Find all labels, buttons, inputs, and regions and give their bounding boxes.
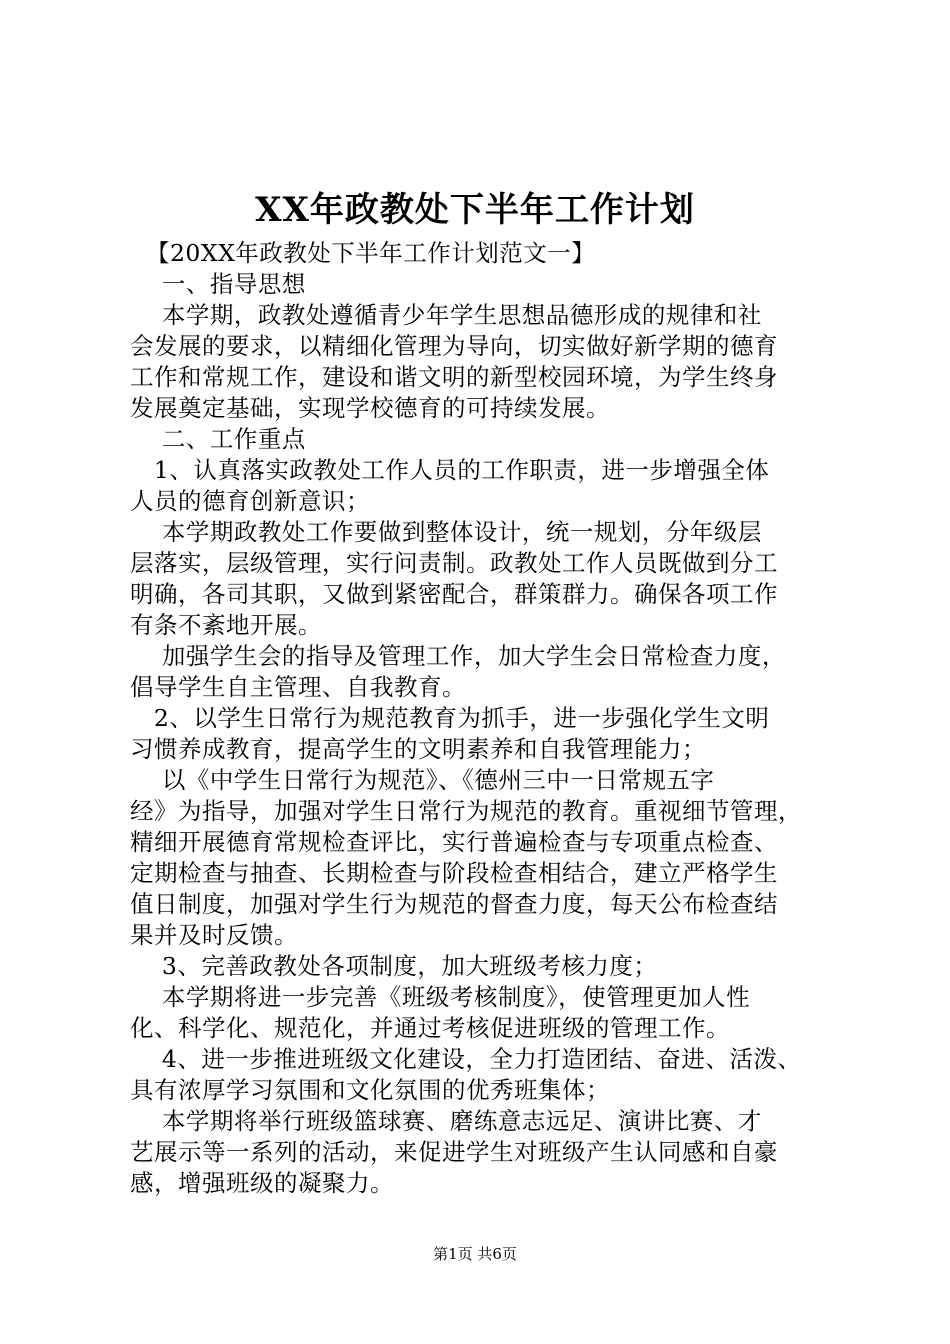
text-line: 3、完善政教处各项制度，加大班级考核力度； <box>130 952 658 980</box>
text-line: 果并及时反馈。 <box>130 921 298 949</box>
text-line: 会发展的要求，以精细化管理为导向，切实做好新学期的德育 <box>130 332 778 360</box>
text-line: 加强学生会的指导及管理工作，加大学生会日常检查力度， <box>130 642 786 670</box>
text-line: 【20XX年政教处下半年工作计划范文一】 <box>130 239 596 267</box>
text-line: 定期检查与抽查、长期检查与阶段检查相结合，建立严格学生 <box>130 859 778 887</box>
text-line: 层落实，层级管理，实行问责制。政教处工作人员既做到分工 <box>130 549 778 577</box>
text-line: 本学期将进一步完善《班级考核制度》，使管理更加人性 <box>130 983 751 1011</box>
text-line: 发展奠定基础，实现学校德育的可持续发展。 <box>130 394 610 422</box>
text-line: 精细开展德育常规检查评比，实行普遍检查与专项重点检查、 <box>130 828 778 856</box>
text-line: 工作和常规工作，建设和谐文明的新型校园环境，为学生终身 <box>130 363 778 391</box>
text-line: 二、工作重点 <box>130 425 306 453</box>
document-body <box>130 238 830 1199</box>
text-line: 值日制度，加强对学生行为规范的督查力度，每天公布检查结 <box>130 890 778 918</box>
text-line: 明确，各司其职，又做到紧密配合，群策群力。确保各项工作 <box>130 580 778 608</box>
document-title: XX年政教处下半年工作计划 <box>255 190 695 230</box>
page-footer: 第1页 共6页 <box>433 1245 517 1263</box>
text-line: 1、认真落实政教处工作人员的工作职责，进一步增强全体 <box>130 456 770 484</box>
text-line: 习惯养成教育，提高学生的文明素养和自我管理能力； <box>130 735 706 763</box>
text-line: 本学期，政教处遵循青少年学生思想品德形成的规律和社 <box>130 301 762 329</box>
text-line: 以《中学生日常行为规范》、《德州三中一日常规五字 <box>130 766 715 794</box>
text-line: 化、科学化、规范化，并通过考核促进班级的管理工作。 <box>130 1014 730 1042</box>
text-line: 倡导学生自主管理、自我教育。 <box>130 673 466 701</box>
text-line: 一、指导思想 <box>130 270 306 298</box>
text-line: 本学期政教处工作要做到整体设计，统一规划，分年级层 <box>130 518 762 546</box>
text-line: 经》为指导，加强对学生日常行为规范的教育。重视细节管理， <box>130 797 802 825</box>
text-line: 人员的德育创新意识； <box>130 487 370 515</box>
text-line: 本学期将举行班级篮球赛、磨练意志远足、演讲比赛、才 <box>130 1107 762 1135</box>
text-line: 4、进一步推进班级文化建设，全力打造团结、奋进、活泼、 <box>130 1045 802 1073</box>
text-line: 2、以学生日常行为规范教育为抓手，进一步强化学生文明 <box>130 704 770 732</box>
text-line: 艺展示等一系列的活动，来促进学生对班级产生认同感和自豪 <box>130 1138 778 1166</box>
text-line: 感，增强班级的凝聚力。 <box>130 1169 394 1197</box>
text-line: 有条不紊地开展。 <box>130 611 322 639</box>
text-line: 具有浓厚学习氛围和文化氛围的优秀班集体； <box>130 1076 610 1104</box>
